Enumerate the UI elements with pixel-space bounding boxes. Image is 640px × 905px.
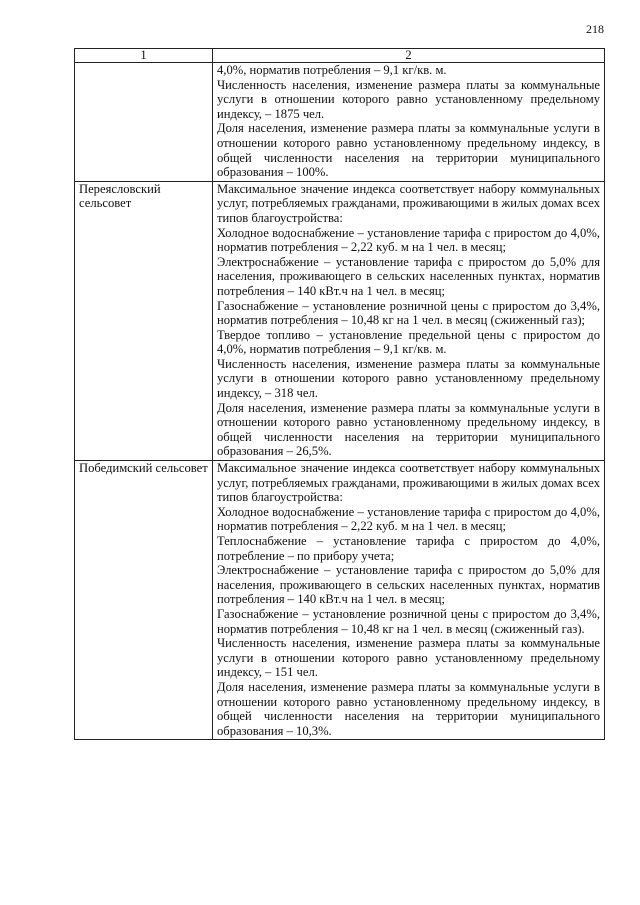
column-header-1: 1 xyxy=(75,49,213,63)
paragraph: Электроснабжение – установление тарифа с приростом до 5,0% для населения, проживающего в сельских населенных пунктах, норматив потребления – 140 кВт.ч на 1 чел. в месяц; xyxy=(217,254,600,298)
municipality-name xyxy=(75,63,213,182)
paragraph: Твердое топливо – установление предельной цены с приростом до 4,0%, норматив потребления – 9,1 кг/кв. м. xyxy=(217,327,600,357)
column-header-2: 2 xyxy=(213,49,605,63)
municipality-name: Переясловский сельсовет xyxy=(75,181,213,460)
paragraph: Доля населения, изменение размера платы за коммунальные услуги в отношении которого равно установленному предельному индексу, в общей численности населения на территории муниципального образования – 10,3%. xyxy=(217,679,600,738)
paragraph: Холодное водоснабжение – установление тарифа с приростом до 4,0%, норматив потребления – 2,22 куб. м на 1 чел. в месяц; xyxy=(217,504,600,534)
paragraph: Доля населения, изменение размера платы за коммунальные услуги в отношении которого равно установленному предельному индексу, в общей численности населения на территории муниципального образования – 100%. xyxy=(217,121,600,180)
page-number: 218 xyxy=(586,22,604,36)
paragraph: Газоснабжение – установление розничной цены с приростом до 3,4%, норматив потребления – 10,48 кг на 1 чел. в месяц (сжиженный газ); xyxy=(217,298,600,328)
paragraph: Электроснабжение – установление тарифа с приростом до 5,0% для населения, проживающего в сельских населенных пунктах, норматив потребления – 140 кВт.ч на 1 чел. в месяц; xyxy=(217,563,600,607)
table-row xyxy=(75,63,605,182)
table-row xyxy=(75,461,605,740)
paragraph: Численность населения, изменение размера платы за коммунальные услуги в отношении которого равно установленному предельному индексу, – 151 чел. xyxy=(217,636,600,680)
table-header-row xyxy=(75,49,605,63)
paragraph: 4,0%, норматив потребления – 9,1 кг/кв. м. xyxy=(217,63,447,77)
municipality-name: Победимский сельсовет xyxy=(75,461,213,740)
paragraph: Максимальное значение индекса соответствует набору коммунальных услуг, потребляемых гражданами, проживающими в жилых домах всех типов благоустройства: xyxy=(217,461,600,505)
description-cell xyxy=(213,461,605,740)
paragraph: Теплоснабжение – установление тарифа с приростом до 4,0%, потребление – по прибору учета; xyxy=(217,534,600,563)
document-table xyxy=(74,48,605,740)
description-cell xyxy=(213,63,605,182)
paragraph: Газоснабжение – установление розничной цены с приростом до 3,4%, норматив потребления – 10,48 кг на 1 чел. в месяц (сжиженный газ). xyxy=(217,606,600,636)
paragraph: Холодное водоснабжение – установление тарифа с приростом до 4,0%, норматив потребления – 2,22 куб. м на 1 чел. в месяц; xyxy=(217,225,600,255)
paragraph: Максимальное значение индекса соответствует набору коммунальных услуг, потребляемых гражданами, проживающими в жилых домах всех типов благоустройства: xyxy=(217,181,600,225)
table-row xyxy=(75,181,605,460)
paragraph: Доля населения, изменение размера платы за коммунальные услуги в отношении которого равно установленному предельному индексу, в общей численности населения на территории муниципального образования – 26,5%. xyxy=(217,400,600,459)
paragraph: Численность населения, изменение размера платы за коммунальные услуги в отношении которого равно установленному предельному индексу, – 1875 чел. xyxy=(217,77,600,121)
paragraph: Численность населения, изменение размера платы за коммунальные услуги в отношении которого равно установленному предельному индексу, – 318 чел. xyxy=(217,356,600,401)
description-cell xyxy=(213,181,605,460)
